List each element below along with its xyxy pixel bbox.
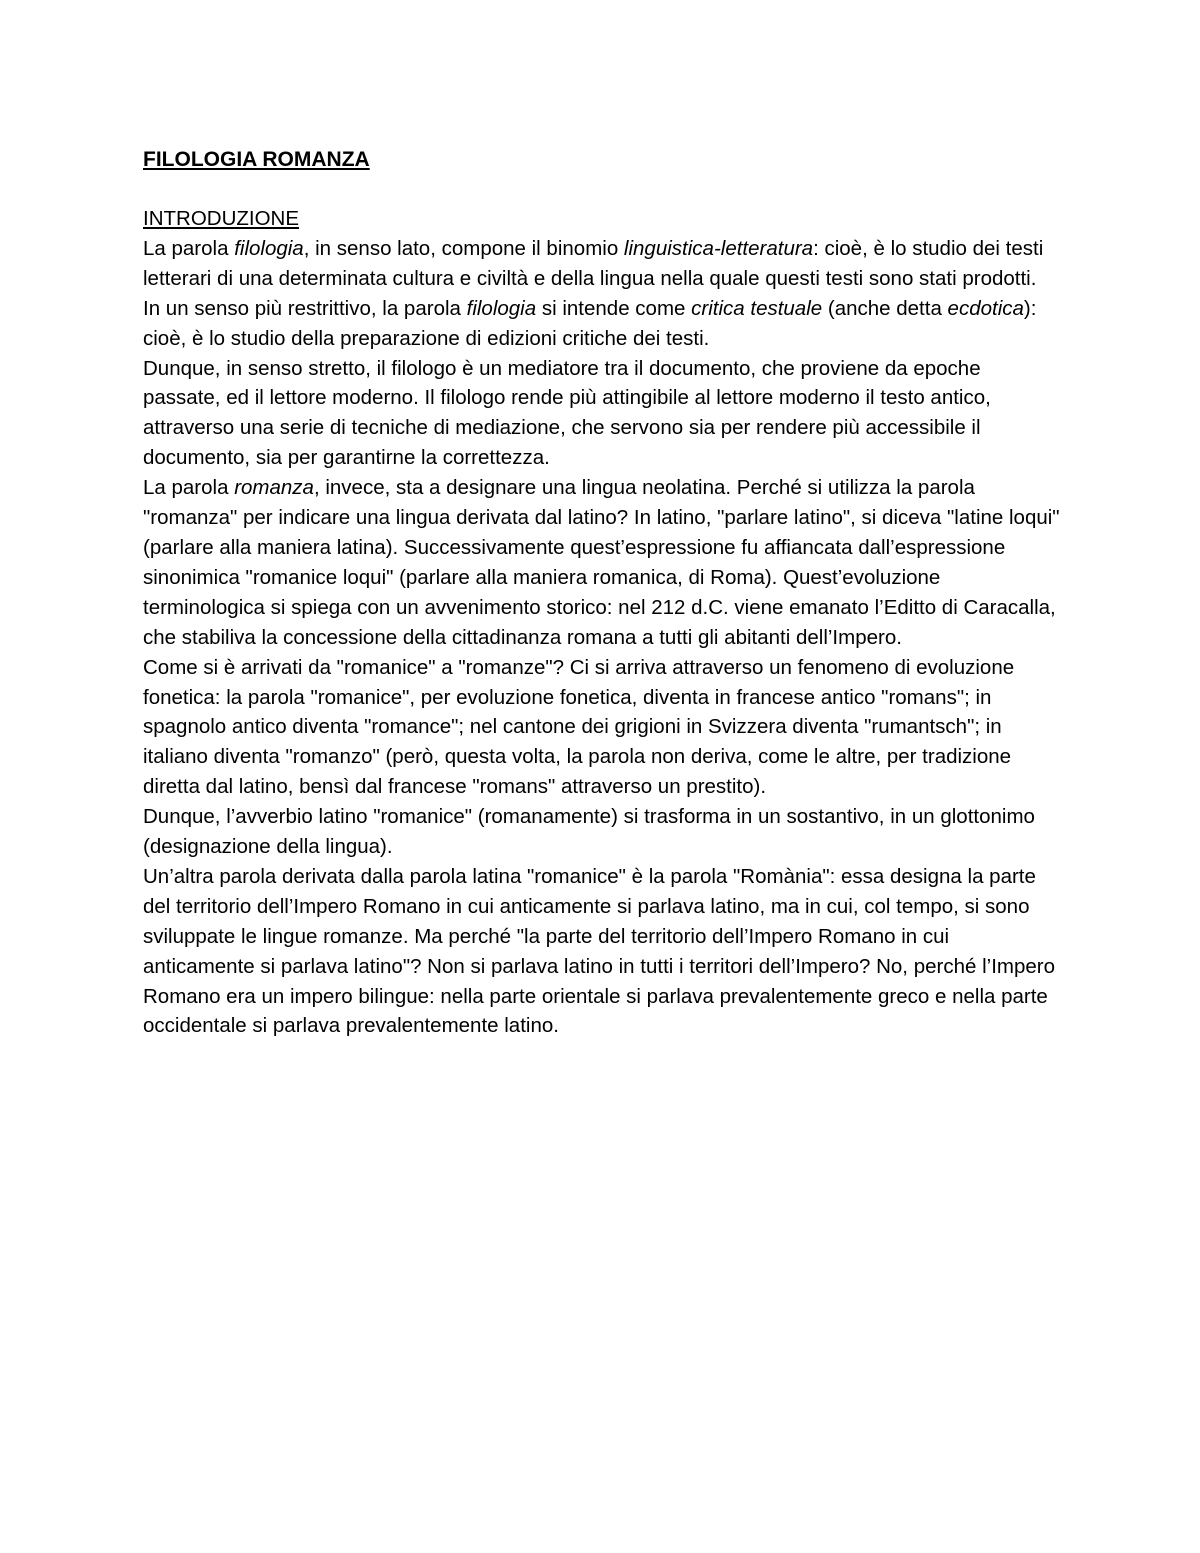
text-run: (anche detta	[822, 296, 948, 320]
text-run: Dunque, l’avverbio latino "romanice" (romanamente) si trasforma in un sostantivo, in un glottonimo (designazione della lingua).	[143, 805, 1035, 859]
paragraph	[143, 294, 1063, 354]
text-run: , in senso lato, compone il binomio	[303, 236, 624, 260]
italic-term: critica testuale	[691, 296, 823, 320]
italic-term: filologia	[234, 236, 304, 260]
text-run: Dunque, in senso stretto, il filologo è un mediatore tra il documento, che proviene da epoche passate, ed il lettore moderno. Il filologo rende più attingibile al lettore moderno il testo antico, attraverso una serie di tecniche di mediazione, che servono sia per rendere più accessibile il documento, sia per garantirne la correttezza.	[143, 356, 991, 470]
section-heading: INTRODUZIONE	[143, 207, 300, 230]
paragraph	[143, 473, 1063, 652]
text-run: ): cioè, è lo studio della preparazione di edizioni critiche dei testi.	[143, 296, 1037, 350]
paragraph	[143, 354, 1063, 474]
text-run: Come si è arrivati da "romanice" a "romanze"? Ci si arriva attraverso un fenomeno di evoluzione fonetica: la parola "romanice", per evoluzione fonetica, diventa in francese antico "romans"; in spagnolo antico diventa "romance"; nel cantone dei grigioni in Svizzera diventa "rumantsch"; in italiano diventa "romanzo" (però, questa volta, la parola non deriva, come le altre, per tradizione diretta dal latino, bensì dal francese "romans" attraverso un prestito).	[143, 655, 1015, 799]
italic-term: linguistica-letteratura	[623, 236, 814, 260]
text-run: , invece, sta a designare una lingua neolatina. Perché si utilizza la parola "romanza" per indicare una lingua derivata dal latino? In latino, "parlare latino", si diceva "latine loqui" (parlare alla maniera latina). Successivamente quest’espressione fu affiancata dall’espressione sinonimica "romanice loqui" (parlare alla maniera romanica, di Roma). Quest’evoluzione terminologica si spiega con un avvenimento storico: nel 212 d.C. viene emanato l’Editto di Caracalla, che stabiliva la concessione della cittadinanza romana a tutti gli abitanti dell’Impero.	[143, 476, 1060, 649]
paragraph	[143, 653, 1063, 803]
italic-term: romanza	[234, 476, 314, 500]
paragraph	[143, 802, 1063, 862]
paragraph	[143, 234, 1063, 294]
italic-term: ecdotica	[947, 296, 1024, 320]
text-run: La parola	[143, 476, 235, 500]
document-page	[143, 140, 1063, 1041]
italic-term: filologia	[466, 296, 537, 320]
text-run: si intende come	[536, 296, 692, 320]
body-text	[143, 234, 1063, 1041]
text-run: : cioè, è lo studio dei testi letterari di una determinata cultura e civiltà e della lingua nella quale questi testi sono stati prodotti.	[143, 236, 1044, 290]
paragraph	[143, 862, 1063, 1041]
text-run: Un’altra parola derivata dalla parola latina "romanice" è la parola "Romània": essa designa la parte del territorio dell’Impero Romano in cui anticamente si parlava latino, ma in cui, col tempo, si sono sviluppate le lingue romanze. Ma perché "la parte del territorio dell’Impero Romano in cui anticamente si parlava latino"? Non si parlava latino in tutti i territori dell’Impero? No, perché l’Impero Romano era un impero bilingue: nella parte orientale si parlava prevalentemente greco e nella parte occidentale si parlava prevalentemente latino.	[143, 864, 1055, 1038]
text-run: In un senso più restrittivo, la parola	[143, 296, 467, 320]
text-run: La parola	[143, 236, 235, 260]
document-title: FILOLOGIA ROMANZA	[143, 148, 370, 171]
